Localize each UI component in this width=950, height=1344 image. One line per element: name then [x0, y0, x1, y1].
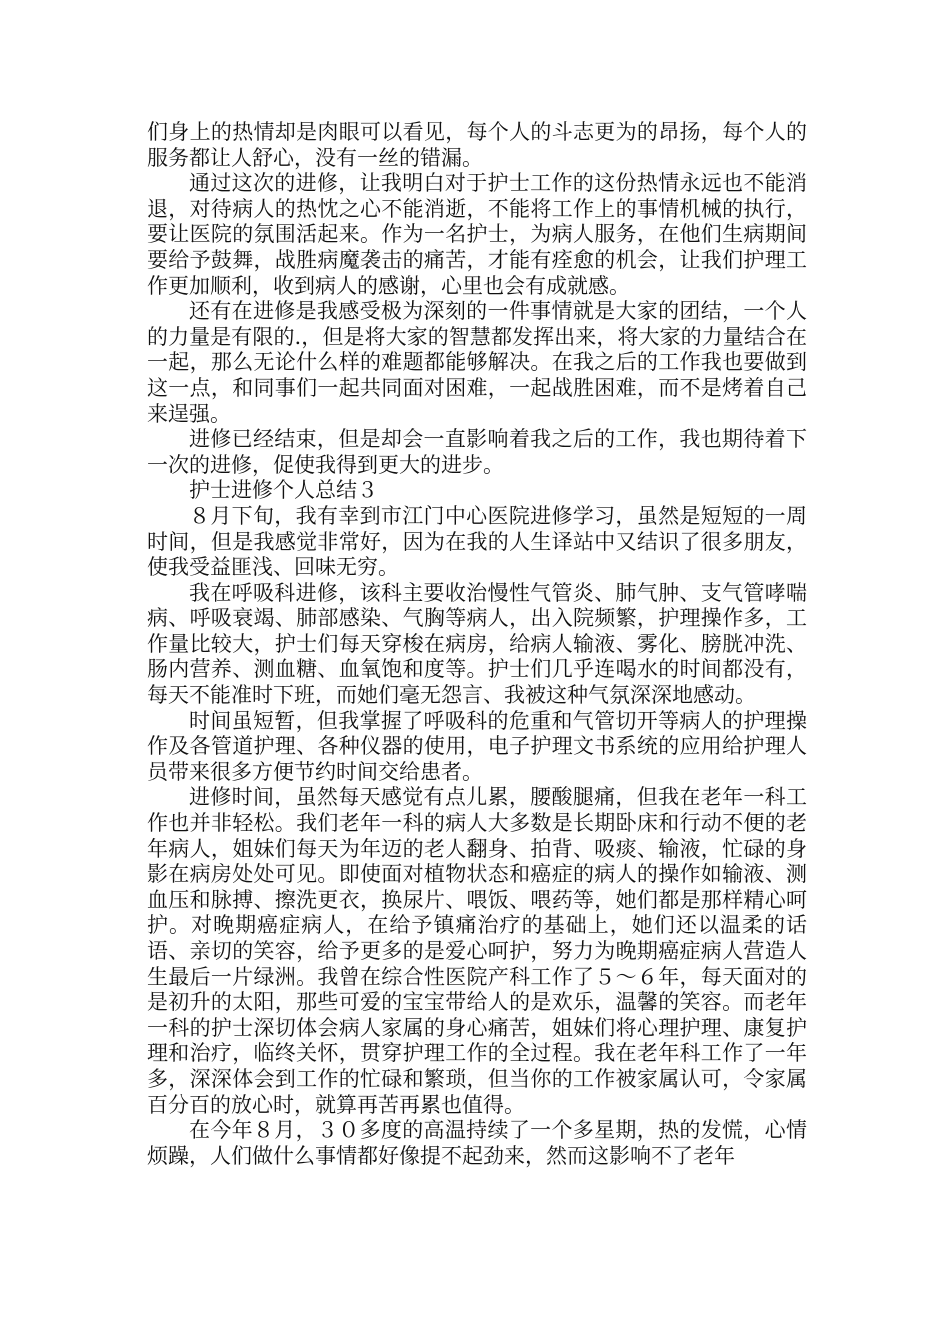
paragraph: 们身上的热情却是肉眼可以看见，每个人的斗志更为的昂扬，每个人的服务都让人舒心，没有一丝的错漏。 [147, 120, 807, 170]
paragraph: 通过这次的进修，让我明白对于护士工作的这份热情永远也不能消退，对待病人的热忱之心不能消逝，不能将工作上的事情机械的执行，要让医院的氛围活起来。作为一名护士，为病人服务，在他们生病期间要给予鼓舞，战胜病魔袭击的痛苦，才能有痊愈的机会，让我们护理工作更加顺利，收到病人的感谢，心里也会有成就感。 [147, 171, 807, 298]
paragraph: 还有在进修是我感受极为深刻的一件事情就是大家的团结，一个人的力量是有限的.，但是将大家的智慧都发挥出来，将大家的力量结合在一起，那么无论什么样的难题都能够解决。在我之后的工作我也要做到这一点，和同事们一起共同面对困难，一起战胜困难，而不是烤着自己来逞强。 [147, 299, 807, 426]
section-heading: 护士进修个人总结３ [189, 478, 378, 503]
paragraph: 在今年８月，３０多度的高温持续了一个多星期，热的发慌，心情烦躁，人们做什么事情都好像提不起劲来，然而这影响不了老年 [147, 1118, 807, 1168]
document-page [147, 120, 807, 1169]
paragraph: 时间虽短暂，但我掌握了呼吸科的危重和气管切开等病人的护理操作及各管道护理、各种仪器的使用，电子护理文书系统的应用给护理人员带来很多方便节约时间交给患者。 [147, 708, 807, 784]
paragraph: 我在呼吸科进修，该科主要收治慢性气管炎、肺气肿、支气管哮喘病、呼吸衰竭、肺部感染、气胸等病人，出入院频繁，护理操作多，工作量比较大，护士们每天穿梭在病房，给病人输液、雾化、膀胱冲洗、肠内营养、测血糖、血氧饱和度等。护士们几乎连喝水的时间都没有，每天不能准时下班，而她们毫无怨言、我被这种气氛深深地感动。 [147, 580, 807, 708]
paragraph: ８月下旬，我有幸到市江门中心医院进修学习，虽然是短短的一周时间，但是我感觉非常好，因为在我的人生译站中又结识了很多朋友，使我受益匪浅、回味无穷。 [147, 503, 807, 580]
paragraph: 进修时间，虽然每天感觉有点儿累，腰酸腿痛，但我在老年一科工作也并非轻松。我们老年一科的病人大多数是长期卧床和行动不便的老年病人，姐妹们每天为年迈的老人翻身、拍背、吸痰、输液，忙碌的身影在病房处处可见。即使面对植物状态和癌症的病人的操作如输液、测血压和脉搏、擦洗更衣，换尿片、喂饭、喂药等，她们都是那样精心呵护。对晚期癌症病人，在给予镇痛治疗的基础上，她们还以温柔的话语、亲切的笑容，给予更多的是爱心呵护，努力为晚期癌症病人营造人生最后一片绿洲。我曾在综合性医院产科工作了５～６年，每天面对的是初升的太阳，那些可爱的宝宝带给人的是欢乐，温馨的笑容。而老年一科的护士深切体会病人家属的身心痛苦，姐妹们将心理护理、康复护理和治疗，临终关怀，贯穿护理工作的全过程。我在老年科工作了一年多，深深体会到工作的忙碌和繁琐，但当你的工作被家属认可，令家属百分百的放心时，就算再苦再累也值得。 [147, 785, 807, 1117]
paragraph: 进修已经结束，但是却会一直影响着我之后的工作，我也期待着下一次的进修，促使我得到更大的进步。 [147, 427, 807, 477]
